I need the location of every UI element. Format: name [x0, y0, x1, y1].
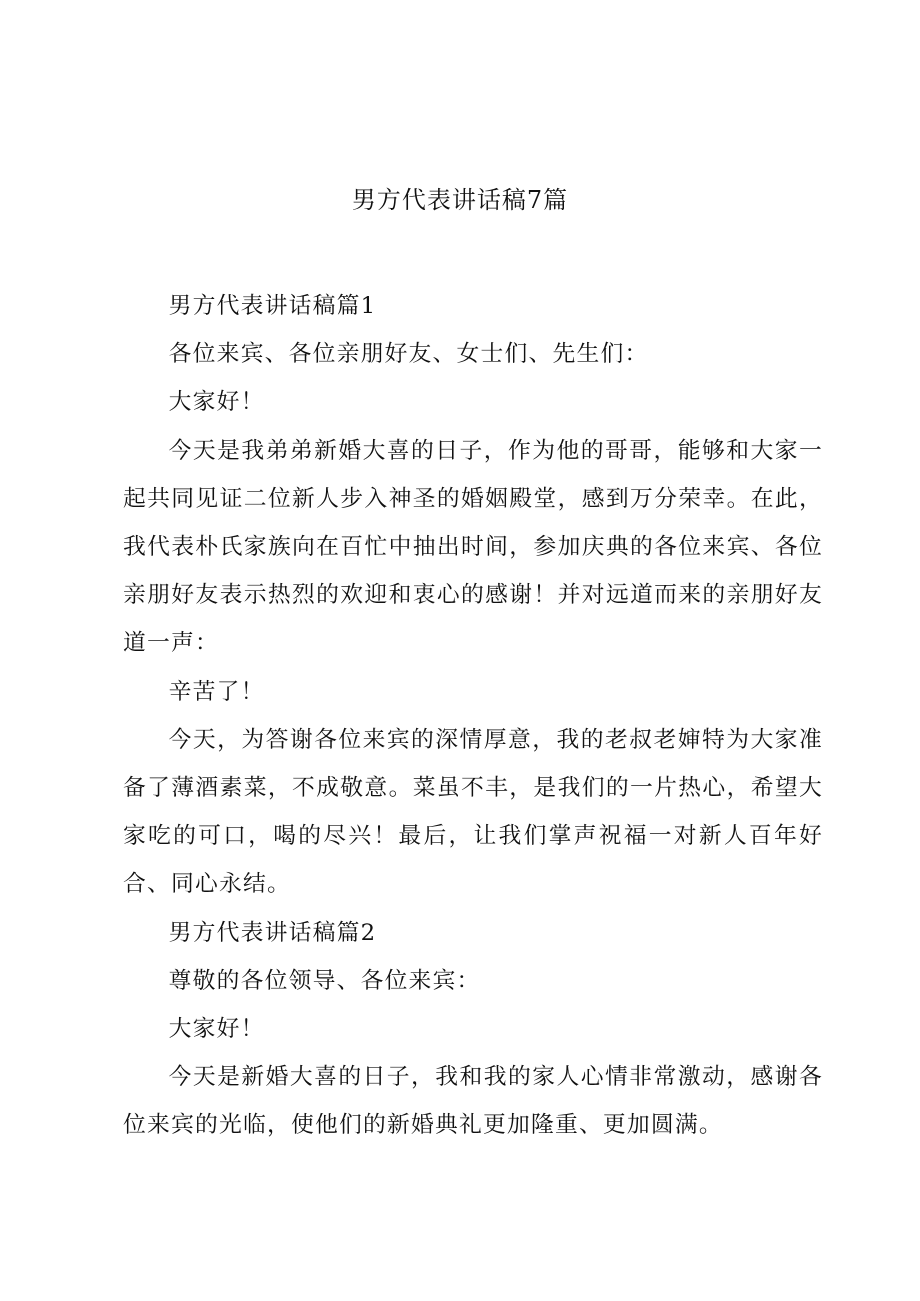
paragraph: 今天，为答谢各位来宾的深情厚意，我的老叔老婶特为大家准备了薄酒素菜，不成敬意。菜虽不丰，是我们的一片热心，希望大家吃的可口，喝的尽兴！最后，让我们掌声祝福一对新人百年好合、同心永结。 — [123, 726, 823, 898]
document-body — [123, 282, 823, 1150]
salutation-2: 尊敬的各位领导、各位来宾： — [168, 967, 481, 994]
section-heading-1: 男方代表讲话稿篇1 — [168, 293, 377, 319]
paragraph: 今天是新婚大喜的日子，我和我的家人心情非常激动，感谢各位来宾的光临，使他们的新婚典礼更加隆重、更加圆满。 — [123, 1064, 823, 1139]
greeting-2: 大家好！ — [168, 1016, 265, 1043]
document-title: 男方代表讲话稿7篇 — [351, 186, 569, 214]
salutation-1: 各位来宾、各位亲朋好友、女士们、先生们： — [168, 341, 649, 368]
section-heading-2: 男方代表讲话稿篇2 — [168, 919, 377, 946]
paragraph: 辛苦了！ — [168, 678, 265, 705]
paragraph: 今天是我弟弟新婚大喜的日子，作为他的哥哥，能够和大家一起共同见证二位新人步入神圣的婚姻殿堂，感到万分荣幸。在此，我代表朴氏家族向在百忙中抽出时间，参加庆典的各位来宾、各位亲朋好友表示热烈的欢迎和衷心的感谢！并对远道而来的亲朋好友道一声： — [123, 437, 823, 657]
greeting-1: 大家好！ — [168, 389, 265, 416]
